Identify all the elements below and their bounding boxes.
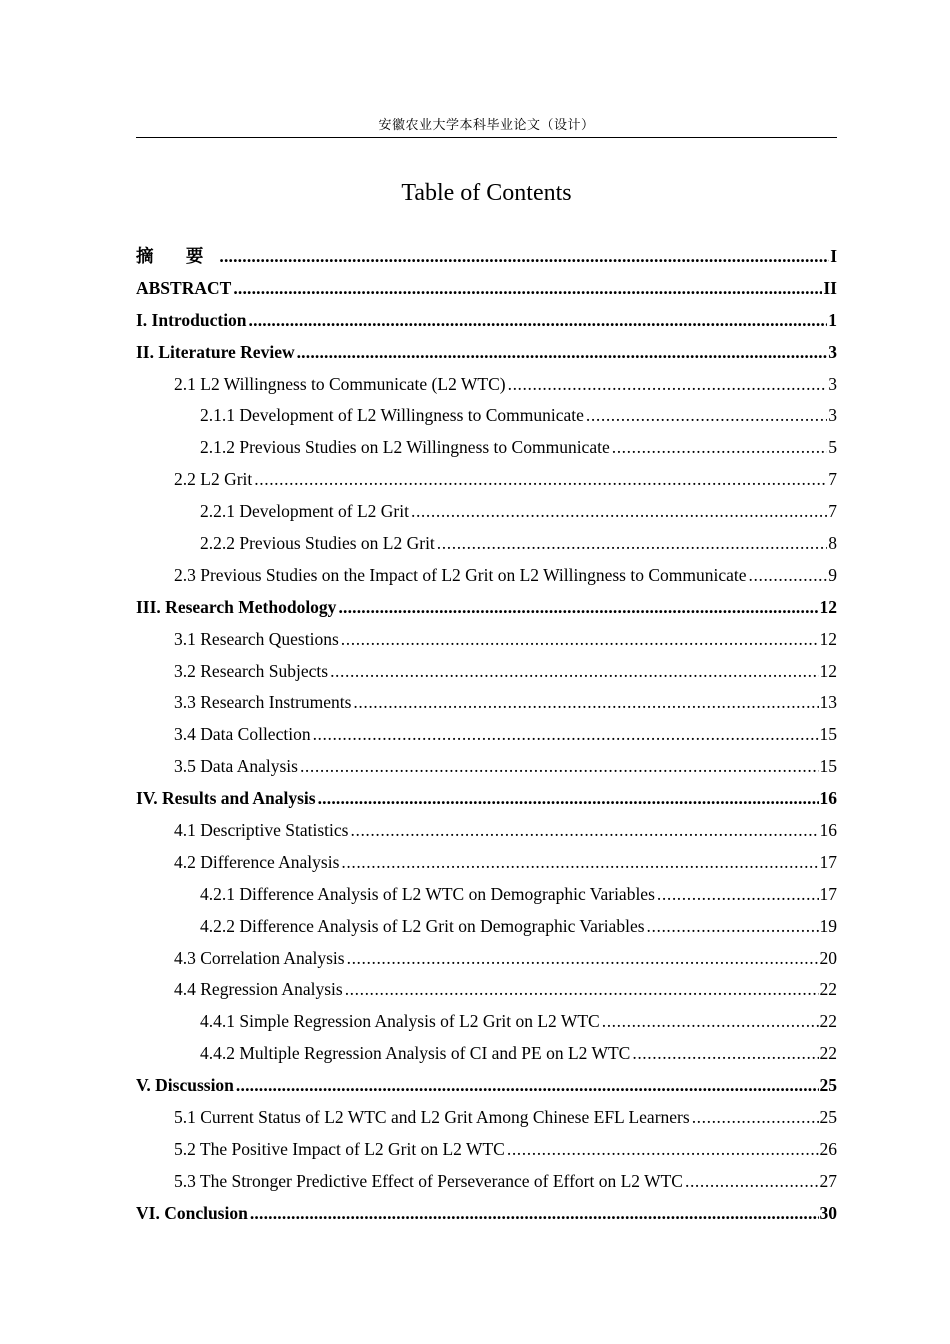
toc-page-number: 13 xyxy=(819,692,837,713)
toc-dot-leader xyxy=(297,337,828,369)
toc-dot-leader xyxy=(236,1070,819,1102)
toc-page-number: 19 xyxy=(819,915,837,936)
header-divider xyxy=(136,137,837,138)
toc-dot-leader xyxy=(353,687,818,719)
toc-dot-leader xyxy=(507,1134,819,1166)
toc-entry[interactable] xyxy=(136,400,837,432)
toc-entry[interactable] xyxy=(136,847,837,879)
toc-page-number: 15 xyxy=(819,756,837,777)
toc-dot-leader xyxy=(508,369,828,401)
toc-entry[interactable] xyxy=(136,1006,837,1038)
toc-entry[interactable] xyxy=(136,305,837,337)
toc-dot-leader xyxy=(437,528,827,560)
toc-entry-label: V. Discussion xyxy=(136,1075,234,1096)
toc-entry[interactable] xyxy=(136,1102,837,1134)
toc-entry-label: 2.1 L2 Willingness to Communicate (L2 WTC) xyxy=(174,373,506,394)
toc-entry[interactable] xyxy=(136,592,837,624)
toc-page-number: 27 xyxy=(819,1170,837,1191)
toc-entry[interactable] xyxy=(136,911,837,943)
toc-entry[interactable] xyxy=(136,815,837,847)
toc-page-number: 3 xyxy=(828,341,837,362)
toc-dot-leader xyxy=(612,432,828,464)
toc-page-number: 12 xyxy=(819,596,837,617)
toc-entry[interactable] xyxy=(136,656,837,688)
toc-dot-leader xyxy=(313,719,819,751)
toc-page-number: 8 xyxy=(828,533,837,554)
toc-dot-leader xyxy=(347,943,819,975)
toc-entry-label: 摘 要 xyxy=(136,246,218,266)
toc-page-number: 16 xyxy=(819,820,837,841)
toc-entry-label: IV. Results and Analysis xyxy=(136,788,316,809)
toc-entry[interactable] xyxy=(136,1070,837,1102)
toc-entry[interactable] xyxy=(136,879,837,911)
toc-page-number: 7 xyxy=(828,469,837,490)
toc-entry-label: 3.5 Data Analysis xyxy=(174,756,298,777)
toc-dot-leader xyxy=(685,1166,819,1198)
toc-entry[interactable] xyxy=(136,273,837,305)
toc-entry[interactable] xyxy=(136,528,837,560)
toc-dot-leader xyxy=(254,464,827,496)
toc-entry[interactable] xyxy=(136,1038,837,1070)
toc-entry[interactable] xyxy=(136,1134,837,1166)
toc-dot-leader xyxy=(602,1006,819,1038)
toc-dot-leader xyxy=(330,656,818,688)
toc-dot-leader xyxy=(338,592,818,624)
toc-page-number: 9 xyxy=(828,564,837,585)
toc-entry-label: 3.2 Research Subjects xyxy=(174,660,329,681)
toc-page-number: 15 xyxy=(819,724,837,745)
toc-entry-label: 4.2.2 Difference Analysis of L2 Grit on Demographic Variables xyxy=(200,915,645,936)
table-of-contents xyxy=(136,241,837,1230)
toc-dot-leader xyxy=(341,624,819,656)
toc-page-number: 7 xyxy=(828,501,837,522)
toc-entry[interactable] xyxy=(136,687,837,719)
toc-page-number: 3 xyxy=(828,405,837,426)
toc-entry-label: 3.3 Research Instruments xyxy=(174,692,352,713)
toc-entry[interactable] xyxy=(136,943,837,975)
page-title: Table of Contents xyxy=(401,180,572,206)
toc-entry-label: 2.1.2 Previous Studies on L2 Willingness to Communicate xyxy=(200,437,610,458)
toc-entry-label: 4.1 Descriptive Statistics xyxy=(174,820,349,841)
toc-entry-label: 4.4.1 Simple Regression Analysis of L2 Grit on L2 WTC xyxy=(200,1011,600,1032)
toc-entry[interactable] xyxy=(136,751,837,783)
toc-dot-leader xyxy=(345,974,819,1006)
toc-page-number: 22 xyxy=(819,1011,837,1032)
toc-dot-leader xyxy=(249,305,828,337)
toc-entry[interactable] xyxy=(136,719,837,751)
toc-entry-label: II. Literature Review xyxy=(136,341,295,362)
toc-dot-leader xyxy=(632,1038,818,1070)
toc-entry-label: 4.4.2 Multiple Regression Analysis of CI and PE on L2 WTC xyxy=(200,1043,631,1064)
toc-entry-label: 2.2 L2 Grit xyxy=(174,469,253,490)
toc-page-number: 16 xyxy=(819,788,837,809)
toc-page-number: 25 xyxy=(819,1075,837,1096)
toc-entry-label: 4.4 Regression Analysis xyxy=(174,979,343,1000)
toc-entry[interactable] xyxy=(136,560,837,592)
toc-entry-label: 3.1 Research Questions xyxy=(174,628,339,649)
toc-page-number: 25 xyxy=(819,1107,837,1128)
toc-dot-leader xyxy=(233,273,822,305)
toc-entry-label: 5.1 Current Status of L2 WTC and L2 Grit Among Chinese EFL Learners xyxy=(174,1107,690,1128)
toc-dot-leader xyxy=(318,783,819,815)
toc-entry[interactable] xyxy=(136,337,837,369)
toc-entry-label: III. Research Methodology xyxy=(136,596,337,617)
toc-entry-label: 2.2.2 Previous Studies on L2 Grit xyxy=(200,533,435,554)
toc-page-number: 1 xyxy=(828,309,837,330)
toc-page-number: 22 xyxy=(819,1043,837,1064)
toc-page-number: 5 xyxy=(828,437,837,458)
toc-entry-label: 5.2 The Positive Impact of L2 Grit on L2 WTC xyxy=(174,1138,505,1159)
toc-entry[interactable] xyxy=(136,432,837,464)
toc-dot-leader xyxy=(586,400,827,432)
toc-dot-leader xyxy=(749,560,828,592)
toc-entry-label: 4.2.1 Difference Analysis of L2 WTC on Demographic Variables xyxy=(200,883,655,904)
toc-entry-label: 2.1.1 Development of L2 Willingness to Communicate xyxy=(200,405,584,426)
toc-entry-label: 4.3 Correlation Analysis xyxy=(174,947,345,968)
toc-page-number: 26 xyxy=(819,1138,837,1159)
toc-dot-leader xyxy=(411,496,827,528)
toc-dot-leader xyxy=(657,879,819,911)
toc-entry-label: VI. Conclusion xyxy=(136,1202,248,1223)
toc-entry[interactable] xyxy=(136,1166,837,1198)
toc-dot-leader xyxy=(300,751,819,783)
toc-entry[interactable] xyxy=(136,241,837,273)
toc-entry-label: 2.2.1 Development of L2 Grit xyxy=(200,501,409,522)
running-header: 安徽农业大学本科毕业论文（设计） xyxy=(378,117,595,132)
toc-entry-label: 4.2 Difference Analysis xyxy=(174,851,340,872)
toc-dot-leader xyxy=(647,911,819,943)
toc-entry-label: ABSTRACT xyxy=(136,277,232,298)
toc-entry[interactable] xyxy=(136,496,837,528)
toc-entry[interactable] xyxy=(136,974,837,1006)
toc-page-number: 17 xyxy=(819,883,837,904)
toc-entry[interactable] xyxy=(136,1198,837,1230)
toc-entry[interactable] xyxy=(136,783,837,815)
toc-entry[interactable] xyxy=(136,624,837,656)
toc-entry-label: I. Introduction xyxy=(136,309,247,330)
toc-dot-leader xyxy=(219,241,829,273)
toc-page-number: 3 xyxy=(828,373,837,394)
toc-page-number: II xyxy=(823,277,837,298)
toc-page-number: 12 xyxy=(819,660,837,681)
toc-entry[interactable] xyxy=(136,369,837,401)
toc-entry-label: 5.3 The Stronger Predictive Effect of Perseverance of Effort on L2 WTC xyxy=(174,1170,683,1191)
toc-dot-leader xyxy=(341,847,818,879)
toc-page-number: 12 xyxy=(819,628,837,649)
toc-page-number: I xyxy=(830,246,837,266)
toc-entry[interactable] xyxy=(136,464,837,496)
toc-dot-leader xyxy=(250,1198,819,1230)
toc-dot-leader xyxy=(692,1102,819,1134)
toc-dot-leader xyxy=(351,815,819,847)
toc-page-number: 17 xyxy=(819,851,837,872)
toc-entry-label: 3.4 Data Collection xyxy=(174,724,311,745)
toc-entry-label: 2.3 Previous Studies on the Impact of L2 Grit on L2 Willingness to Communicate xyxy=(174,564,747,585)
toc-page-number: 30 xyxy=(819,1202,837,1223)
toc-page-number: 20 xyxy=(819,947,837,968)
toc-page-number: 22 xyxy=(819,979,837,1000)
